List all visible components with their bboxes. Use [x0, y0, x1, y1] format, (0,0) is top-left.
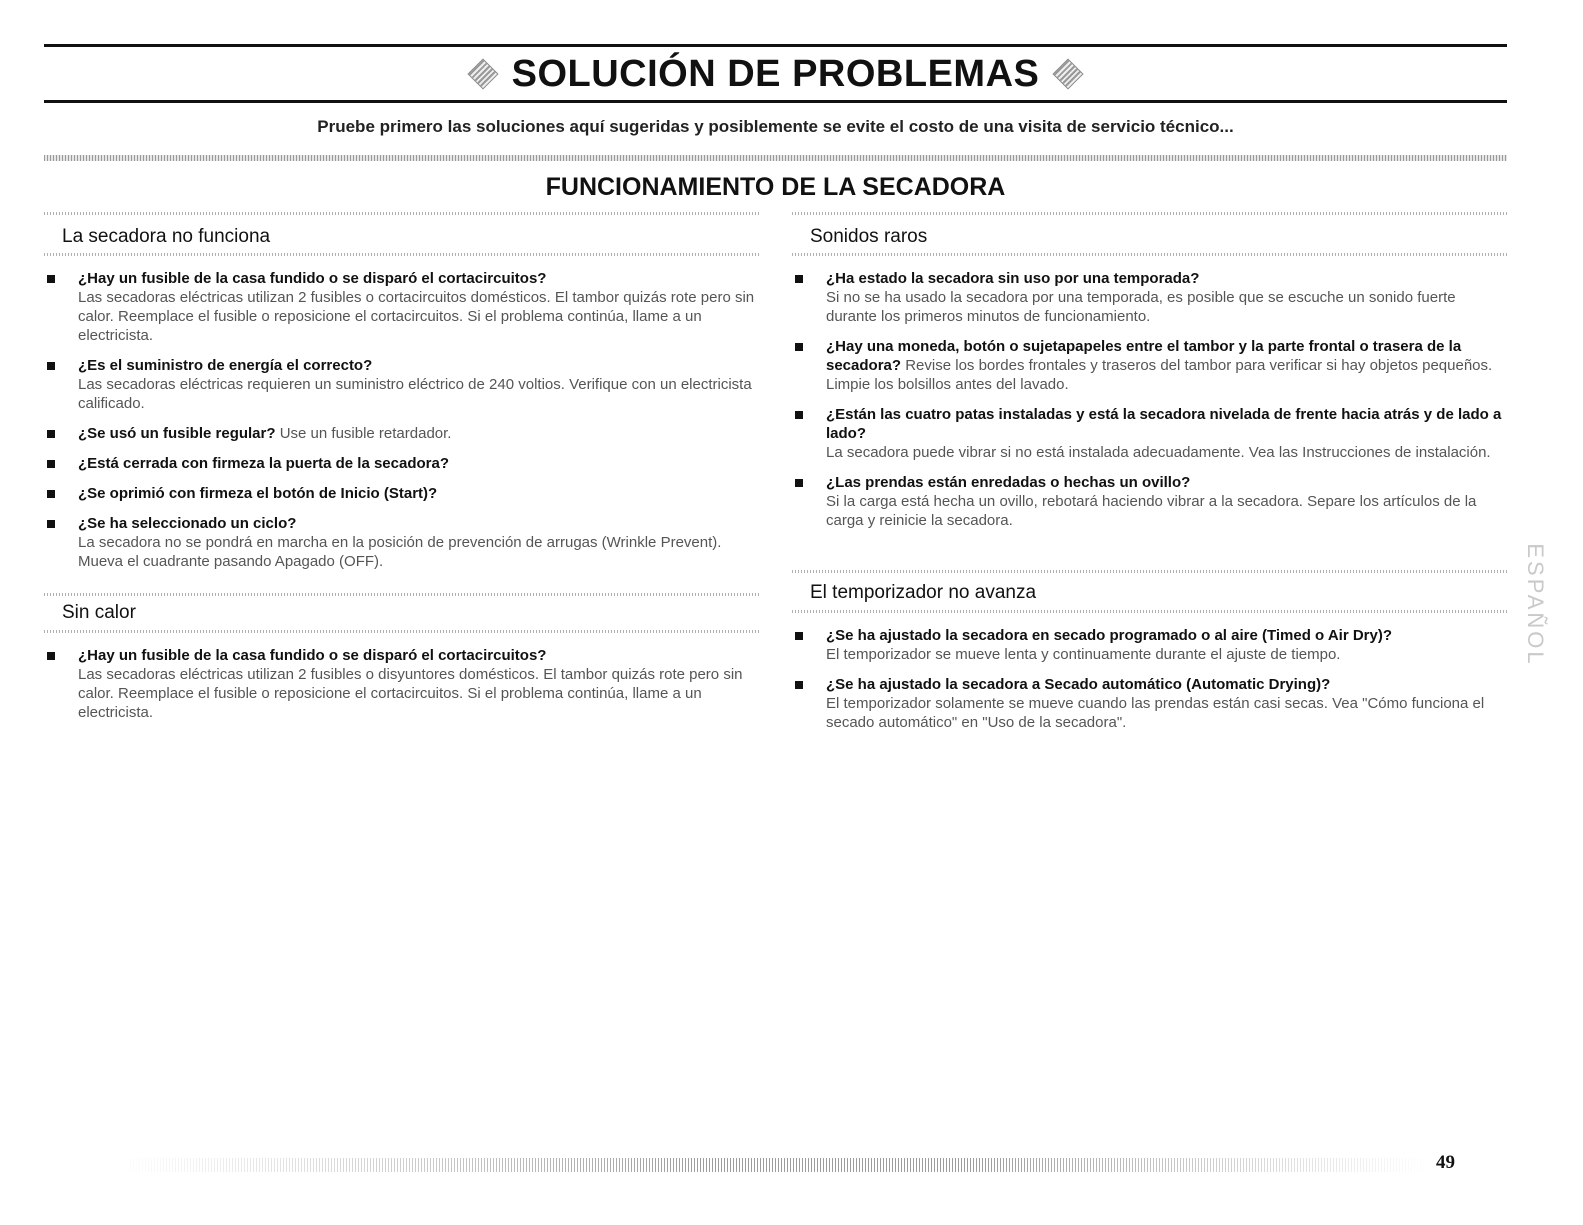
list-item: [792, 626, 1508, 664]
header-top-rule: [44, 44, 1507, 47]
item-question: ¿Están las cuatro patas instaladas y está la secadora nivelada de frente hacia atrás y de lado a lado?: [826, 406, 1502, 442]
item-answer: Revise los bordes frontales y traseros del tambor para verificar si hay objetos pequeños. Limpie los bolsillos antes del lavado.: [826, 357, 1493, 393]
bullet-icon: [47, 490, 55, 498]
item-question: ¿Hay un fusible de la casa fundido o se disparó el cortacircuitos?: [78, 647, 547, 664]
item-answer: El temporizador solamente se mueve cuando las prendas están casi secas. Vea "Cómo funciona el secado automático" en "Uso de la secadora".: [826, 695, 1485, 731]
bullet-icon: [795, 343, 803, 351]
item-answer: La secadora puede vibrar si no está instalada adecuadamente. Vea las Instrucciones de instalación.: [826, 444, 1491, 461]
bullet-icon: [795, 275, 803, 283]
block-heading-temporizador: El temporizador no avanza: [810, 582, 1037, 603]
section-title: FUNCIONAMIENTO DE LA SECADORA: [545, 173, 1006, 201]
section-divider: [44, 155, 1507, 161]
bullet-icon: [47, 460, 55, 468]
list-item: [44, 454, 760, 473]
list-item: [44, 424, 760, 443]
bullet-icon: [47, 430, 55, 438]
bullet-icon: [47, 362, 55, 370]
item-question: ¿Se ha ajustado la secadora en secado programado o al aire (Timed o Air Dry)?: [826, 627, 1393, 644]
item-question: ¿Es el suministro de energía el correcto?: [78, 357, 373, 374]
list-item: [44, 514, 760, 571]
list-item: [792, 675, 1508, 732]
list-item: [792, 337, 1508, 394]
item-answer: Las secadoras eléctricas utilizan 2 fusibles o disyuntores domésticos. El tambor quizás rote pero sin calor. Reemplace el fusible o reposicione el cortacircuitos. Si el problema continúa, llame a un electricista.: [78, 666, 743, 721]
block-heading-rule: [792, 610, 1508, 613]
bullet-icon: [795, 632, 803, 640]
bullet-icon: [795, 479, 803, 487]
list-sin-calor: [44, 646, 760, 733]
item-question: ¿Se usó un fusible regular?: [78, 425, 276, 442]
item-answer: Si no se ha usado la secadora por una temporada, es posible que se escuche un sonido fuerte durante los primeros minutos de funcionamiento.: [826, 289, 1456, 325]
list-temporizador: [792, 626, 1508, 743]
page-number: 49: [1436, 1152, 1455, 1173]
item-question: ¿Se ha seleccionado un ciclo?: [78, 515, 297, 532]
block-heading-sin-calor: Sin calor: [62, 602, 136, 623]
block-top-rule: [44, 593, 760, 596]
item-question: ¿Se oprimió con firmeza el botón de Inicio (Start)?: [78, 485, 438, 502]
item-question: ¿Ha estado la secadora sin uso por una temporada?: [826, 270, 1200, 287]
block-heading-sonidos-raros: Sonidos raros: [810, 226, 928, 247]
list-item: [44, 646, 760, 722]
list-item: [792, 473, 1508, 530]
language-label: ESPAÑOL: [1523, 543, 1548, 667]
list-item: [792, 269, 1508, 326]
diamond-left-icon: [467, 58, 498, 89]
block-top-rule: [792, 212, 1508, 215]
item-answer: El temporizador se mueve lenta y continuamente durante el ajuste de tiempo.: [826, 646, 1341, 663]
list-item: [44, 484, 760, 503]
bullet-icon: [795, 681, 803, 689]
block-top-rule: [792, 570, 1508, 573]
item-answer: Las secadoras eléctricas utilizan 2 fusibles o cortacircuitos domésticos. El tambor quizás rote pero sin calor. Reemplace el fusible o reposicione el cortacircuitos. Si el problema continúa, llame a un electricista.: [78, 289, 755, 344]
item-question: ¿Hay una moneda, botón o sujetapapeles entre el tambor y la parte frontal o trasera de la secadora?: [826, 338, 1462, 374]
item-answer: Use un fusible retardador.: [279, 425, 452, 442]
block-top-rule: [44, 212, 760, 215]
list-item: [44, 356, 760, 413]
diamond-right-icon: [1053, 58, 1084, 89]
bullet-icon: [47, 652, 55, 660]
page-title: SOLUCIÓN DE PROBLEMAS: [511, 52, 1040, 95]
item-question: ¿Hay un fusible de la casa fundido o se disparó el cortacircuitos?: [78, 270, 547, 287]
bullet-icon: [795, 411, 803, 419]
list-item: [44, 269, 760, 345]
bullet-icon: [47, 275, 55, 283]
block-heading-no-funciona: La secadora no funciona: [62, 226, 271, 247]
block-heading-rule: [792, 253, 1508, 256]
item-answer: La secadora no se pondrá en marcha en la posición de prevención de arrugas (Wrinkle Prevent). Mueva el cuadrante pasando Apagado (OFF).: [78, 534, 722, 570]
item-answer: Si la carga está hecha un ovillo, rebotará haciendo vibrar a la secadora. Separe los artículos de la carga y reinicie la secadora.: [826, 493, 1477, 529]
header-bottom-rule: [44, 100, 1507, 103]
block-heading-rule: [44, 630, 760, 633]
list-sonidos-raros: [792, 269, 1508, 541]
item-question: ¿Las prendas están enredadas o hechas un ovillo?: [826, 474, 1191, 491]
footer-band: [118, 1158, 1428, 1172]
list-no-funciona: [44, 269, 760, 582]
item-answer: Las secadoras eléctricas requieren un suministro eléctrico de 240 voltios. Verifique con un electricista calificado.: [78, 376, 752, 412]
block-heading-rule: [44, 253, 760, 256]
list-item: [792, 405, 1508, 462]
page-title-row: [44, 48, 1507, 100]
bullet-icon: [47, 520, 55, 528]
item-question: ¿Está cerrada con firmeza la puerta de la secadora?: [78, 455, 449, 472]
page-subtitle: Pruebe primero las soluciones aquí sugeridas y posiblemente se evite el costo de una visita de servicio técnico...: [317, 117, 1234, 136]
item-question: ¿Se ha ajustado la secadora a Secado automático (Automatic Drying)?: [826, 676, 1331, 693]
language-side-tab: [1490, 540, 1580, 670]
